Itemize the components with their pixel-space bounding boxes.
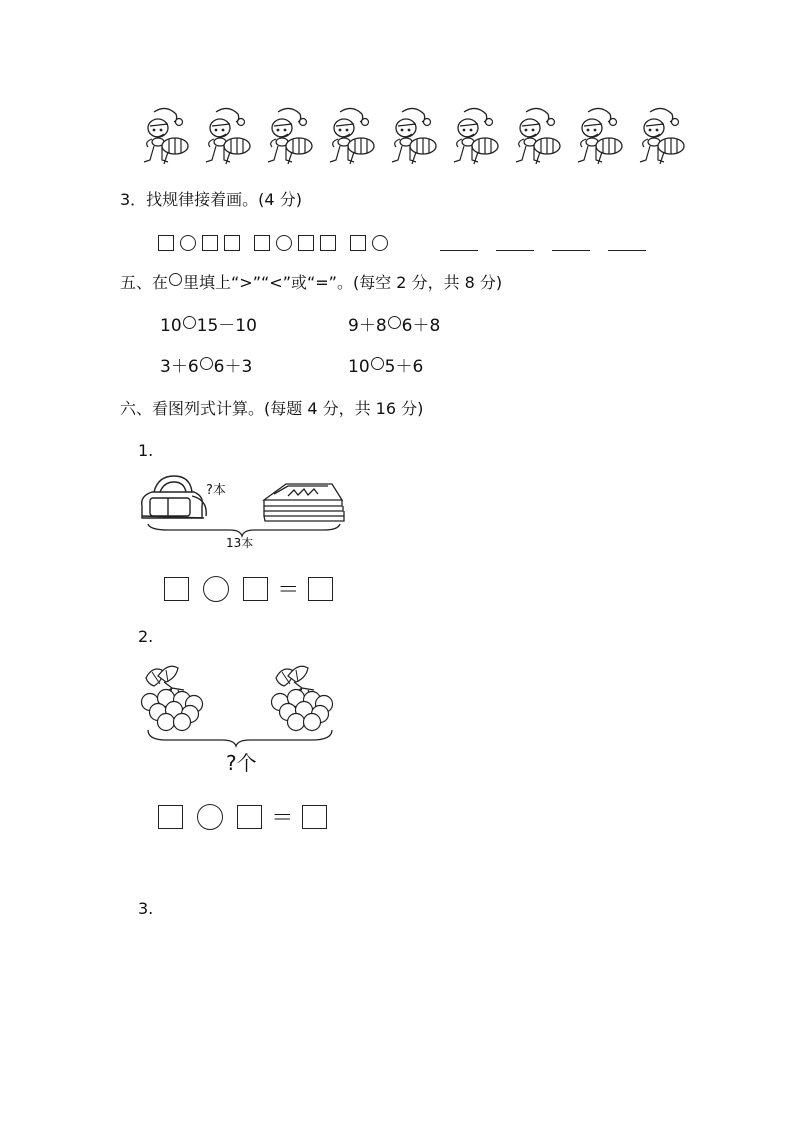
brace-icon xyxy=(148,524,340,536)
ant-icon xyxy=(144,108,188,164)
total-label: 13本 xyxy=(226,536,254,550)
section-5-title-post: 里填上“>”“<”或“=”。(每空 2 分，共 8 分) xyxy=(183,273,503,292)
unknown-label: ?本 xyxy=(206,483,226,498)
square-icon xyxy=(254,235,270,251)
square-icon xyxy=(224,235,240,251)
backpack-books-illustration xyxy=(138,470,348,552)
circle-icon xyxy=(180,235,196,251)
compare-circle[interactable] xyxy=(371,357,384,370)
problem-1-equation xyxy=(164,573,333,604)
answer-box[interactable] xyxy=(237,805,262,829)
compare-item-3 xyxy=(160,357,252,377)
square-icon xyxy=(158,235,174,251)
circle-icon xyxy=(169,273,182,286)
ant-icon xyxy=(330,108,374,164)
problem-2-figure xyxy=(136,660,342,778)
total-label: ?个 xyxy=(226,751,257,775)
compare-right: 6＋3 xyxy=(213,357,253,377)
compare-item-2 xyxy=(348,316,440,336)
operator-circle[interactable] xyxy=(197,804,223,830)
answer-box[interactable] xyxy=(243,577,268,601)
circle-icon xyxy=(276,235,292,251)
square-icon xyxy=(350,235,366,251)
pattern-group xyxy=(350,232,388,251)
ant-row xyxy=(138,104,698,170)
circle-icon xyxy=(372,235,388,251)
square-icon xyxy=(298,235,314,251)
ant-row-svg xyxy=(138,104,698,170)
ant-icon xyxy=(578,108,622,164)
compare-circle[interactable] xyxy=(183,316,196,329)
square-icon xyxy=(202,235,218,251)
ant-icon xyxy=(392,108,436,164)
problem-1-number: 1. xyxy=(138,441,154,460)
problem-1-figure xyxy=(138,470,348,552)
compare-right: 6＋8 xyxy=(401,316,441,336)
answer-blank[interactable] xyxy=(608,236,646,251)
compare-left: 3＋6 xyxy=(160,357,199,377)
answer-box[interactable] xyxy=(164,577,189,601)
square-icon xyxy=(320,235,336,251)
compare-item-1 xyxy=(160,316,257,336)
pattern-group xyxy=(158,232,240,251)
operator-circle[interactable] xyxy=(203,576,229,602)
backpack-icon xyxy=(142,476,207,518)
compare-item-4 xyxy=(348,357,423,377)
q3-label: 3．找规律接着画。(4 分) xyxy=(120,190,302,209)
compare-left: 10 xyxy=(348,357,370,377)
answer-blanks[interactable] xyxy=(440,236,646,255)
q3-blanks xyxy=(440,236,646,255)
answer-box[interactable] xyxy=(158,805,183,829)
book-stack-icon xyxy=(264,484,344,521)
ant-icon xyxy=(206,108,250,164)
pattern-group xyxy=(254,232,336,251)
problem-2-number: 2. xyxy=(138,627,154,646)
ant-icon xyxy=(516,108,560,164)
problem-3-number: 3. xyxy=(138,899,154,918)
equals-sign: ＝ xyxy=(271,806,294,831)
compare-right: 5＋6 xyxy=(384,357,424,377)
fruit-cluster-icon xyxy=(142,666,203,730)
fruit-cluster-icon xyxy=(272,666,333,730)
ant-icon xyxy=(640,108,684,164)
compare-right: 15－10 xyxy=(196,316,257,336)
compare-left: 9＋8 xyxy=(348,316,387,336)
answer-blank[interactable] xyxy=(496,236,534,251)
pattern-sequence xyxy=(158,232,388,251)
answer-blank[interactable] xyxy=(440,236,478,251)
result-box[interactable] xyxy=(308,577,333,601)
result-box[interactable] xyxy=(302,805,327,829)
compare-circle[interactable] xyxy=(200,357,213,370)
ant-icon xyxy=(454,108,498,164)
compare-circle[interactable] xyxy=(388,316,401,329)
answer-blank[interactable] xyxy=(552,236,590,251)
compare-left: 10 xyxy=(160,316,182,336)
problem-2-equation xyxy=(158,801,327,832)
fruit-cluster-illustration xyxy=(136,660,342,778)
brace-icon xyxy=(148,730,332,746)
section-5-title-pre: 五、在 xyxy=(120,273,169,292)
ant-icon xyxy=(268,108,312,164)
q3-pattern xyxy=(158,232,388,254)
equals-sign: ＝ xyxy=(277,578,300,603)
section-5-title xyxy=(120,273,502,293)
section-6-title: 六、看图列式计算。(每题 4 分，共 16 分) xyxy=(120,399,424,418)
